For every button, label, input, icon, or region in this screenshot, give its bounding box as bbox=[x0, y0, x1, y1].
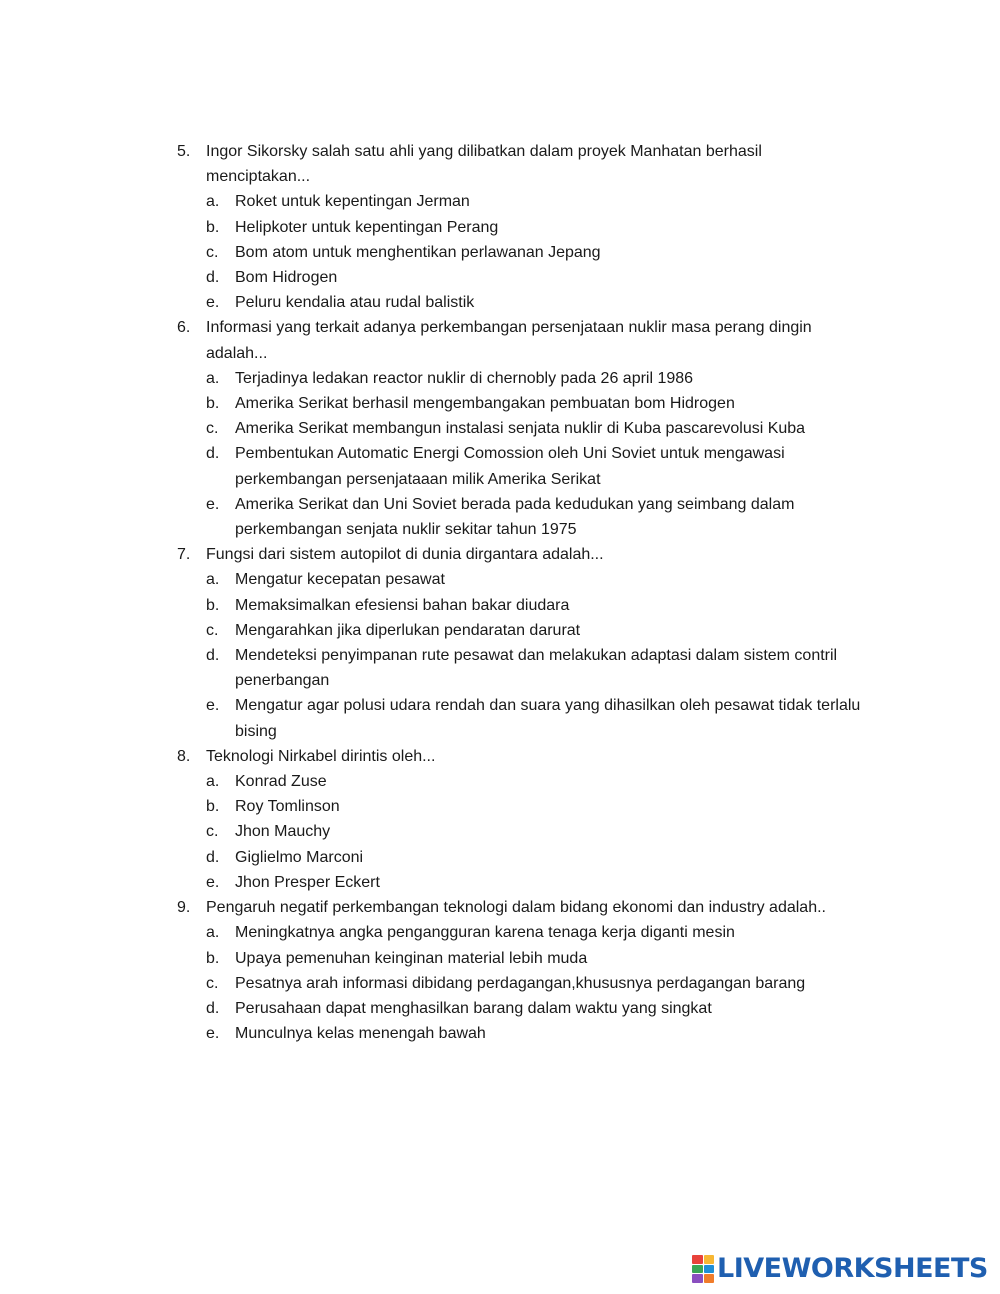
logo-mark-icon bbox=[692, 1255, 714, 1283]
option-letter: a. bbox=[206, 773, 220, 791]
option-text: Mendeteksi penyimpanan rute pesawat dan melakukan adaptasi dalam sistem contril penerbangan bbox=[235, 647, 838, 690]
option-letter: a. bbox=[206, 924, 220, 942]
option-text: Bom Hidrogen bbox=[235, 269, 338, 287]
option-letter: e. bbox=[206, 873, 220, 891]
option-a[interactable] bbox=[0, 189, 1000, 214]
logo-block bbox=[704, 1265, 715, 1274]
option-letter: e. bbox=[206, 294, 220, 312]
liveworksheets-logo[interactable] bbox=[692, 1254, 988, 1284]
option-text: Jhon Presper Eckert bbox=[235, 873, 380, 891]
option-text: Memaksimalkan efesiensi bahan bakar diudara bbox=[235, 596, 570, 614]
option-a[interactable] bbox=[0, 769, 1000, 794]
option-text: Terjadinya ledakan reactor nuklir di chernobly pada 26 april 1986 bbox=[235, 369, 694, 387]
option-letter: c. bbox=[206, 974, 219, 992]
option-text: Amerika Serikat berhasil mengembangakan pembuatan bom Hidrogen bbox=[235, 395, 735, 413]
option-letter: b. bbox=[206, 949, 220, 967]
logo-text: LIVEWORKSHEETS bbox=[717, 1253, 988, 1284]
question-text: Ingor Sikorsky salah satu ahli yang dilibatkan dalam proyek Manhatan berhasil menciptakan... bbox=[206, 143, 762, 186]
question-number: 7. bbox=[177, 546, 191, 564]
option-letter: e. bbox=[206, 1025, 220, 1043]
option-d[interactable] bbox=[0, 996, 1000, 1021]
option-text: Amerika Serikat membangun instalasi senjata nuklir di Kuba pascarevolusi Kuba bbox=[235, 420, 806, 438]
question-text: Informasi yang terkait adanya perkembangan persenjataan nuklir masa perang dingin adalah... bbox=[206, 319, 812, 362]
option-letter: c. bbox=[206, 243, 219, 261]
option-text: Pesatnya arah informasi dibidang perdagangan,khususnya perdagangan barang bbox=[235, 974, 806, 992]
option-a[interactable] bbox=[0, 920, 1000, 945]
option-text: Amerika Serikat dan Uni Soviet berada pada kedudukan yang seimbang dalam perkembangan senjata nuklir sekitar tahun 1975 bbox=[235, 495, 795, 539]
option-letter: b. bbox=[206, 596, 220, 614]
option-d[interactable] bbox=[0, 441, 1000, 491]
question-text: Fungsi dari sistem autopilot di dunia dirgantara adalah... bbox=[206, 546, 604, 564]
question-8 bbox=[0, 744, 1000, 895]
answer-options bbox=[0, 189, 1000, 315]
worksheet bbox=[0, 139, 1000, 1046]
option-text: Bom atom untuk menghentikan perlawanan Jepang bbox=[235, 243, 601, 261]
option-letter: e. bbox=[206, 697, 220, 715]
option-text: Roket untuk kepentingan Jerman bbox=[235, 193, 470, 211]
answer-options bbox=[0, 920, 1000, 1046]
option-letter: c. bbox=[206, 420, 219, 438]
option-c[interactable] bbox=[0, 240, 1000, 265]
option-c[interactable] bbox=[0, 971, 1000, 996]
answer-options bbox=[0, 769, 1000, 895]
logo-block bbox=[692, 1274, 703, 1283]
option-b[interactable] bbox=[0, 215, 1000, 240]
option-d[interactable] bbox=[0, 265, 1000, 290]
option-a[interactable] bbox=[0, 567, 1000, 592]
option-c[interactable] bbox=[0, 416, 1000, 441]
option-e[interactable] bbox=[0, 693, 1000, 743]
option-letter: a. bbox=[206, 571, 220, 589]
logo-block bbox=[704, 1255, 715, 1264]
option-d[interactable] bbox=[0, 845, 1000, 870]
answer-options bbox=[0, 567, 1000, 743]
option-c[interactable] bbox=[0, 819, 1000, 844]
option-d[interactable] bbox=[0, 643, 1000, 693]
question-number: 9. bbox=[177, 899, 191, 917]
option-e[interactable] bbox=[0, 1021, 1000, 1046]
question-6 bbox=[0, 315, 1000, 542]
option-e[interactable] bbox=[0, 290, 1000, 315]
option-e[interactable] bbox=[0, 492, 1000, 542]
option-text: Mengatur agar polusi udara rendah dan suara yang dihasilkan oleh pesawat tidak terlalu bising bbox=[235, 697, 861, 740]
logo-block bbox=[692, 1265, 703, 1274]
option-text: Roy Tomlinson bbox=[235, 798, 340, 816]
option-letter: e. bbox=[206, 495, 220, 513]
option-text: Mengatur kecepatan pesawat bbox=[235, 571, 445, 589]
option-text: Mengarahkan jika diperlukan pendaratan darurat bbox=[235, 621, 581, 639]
option-letter: d. bbox=[206, 999, 220, 1017]
question-number: 5. bbox=[177, 143, 191, 160]
question-7 bbox=[0, 542, 1000, 744]
option-text: Perusahaan dapat menghasilkan barang dalam waktu yang singkat bbox=[235, 999, 712, 1017]
option-text: Helipkoter untuk kepentingan Perang bbox=[235, 218, 499, 236]
option-b[interactable] bbox=[0, 593, 1000, 618]
question-text: Teknologi Nirkabel dirintis oleh... bbox=[206, 747, 436, 765]
option-text: Giglielmo Marconi bbox=[235, 848, 364, 866]
option-b[interactable] bbox=[0, 946, 1000, 971]
answer-options bbox=[0, 366, 1000, 542]
option-b[interactable] bbox=[0, 391, 1000, 416]
option-letter: b. bbox=[206, 798, 220, 816]
option-letter: a. bbox=[206, 193, 220, 211]
option-letter: b. bbox=[206, 218, 220, 236]
option-text: Pembentukan Automatic Energi Comossion oleh Uni Soviet untuk mengawasi perkembangan persenjataaan milik Amerika Serikat bbox=[235, 445, 785, 488]
option-letter: c. bbox=[206, 823, 219, 841]
option-text: Peluru kendalia atau rudal balistik bbox=[235, 294, 475, 312]
option-text: Meningkatnya angka pengangguran karena tenaga kerja diganti mesin bbox=[235, 924, 735, 942]
question-text: Pengaruh negatif perkembangan teknologi dalam bidang ekonomi dan industry adalah.. bbox=[206, 899, 826, 917]
option-letter: d. bbox=[206, 445, 220, 463]
option-b[interactable] bbox=[0, 794, 1000, 819]
question-5 bbox=[0, 139, 1000, 315]
option-c[interactable] bbox=[0, 618, 1000, 643]
option-e[interactable] bbox=[0, 870, 1000, 895]
option-text: Konrad Zuse bbox=[235, 773, 327, 791]
question-number: 8. bbox=[177, 747, 191, 765]
logo-block bbox=[704, 1274, 715, 1283]
option-letter: a. bbox=[206, 369, 220, 387]
logo-block bbox=[692, 1255, 703, 1264]
option-text: Upaya pemenuhan keinginan material lebih muda bbox=[235, 949, 588, 967]
question-9 bbox=[0, 895, 1000, 1046]
option-a[interactable] bbox=[0, 366, 1000, 391]
option-letter: b. bbox=[206, 395, 220, 413]
option-letter: d. bbox=[206, 269, 220, 287]
question-number: 6. bbox=[177, 319, 191, 337]
option-text: Munculnya kelas menengah bawah bbox=[235, 1025, 486, 1043]
option-letter: d. bbox=[206, 647, 220, 665]
option-text: Jhon Mauchy bbox=[235, 823, 331, 841]
option-letter: d. bbox=[206, 848, 220, 866]
option-letter: c. bbox=[206, 621, 219, 639]
